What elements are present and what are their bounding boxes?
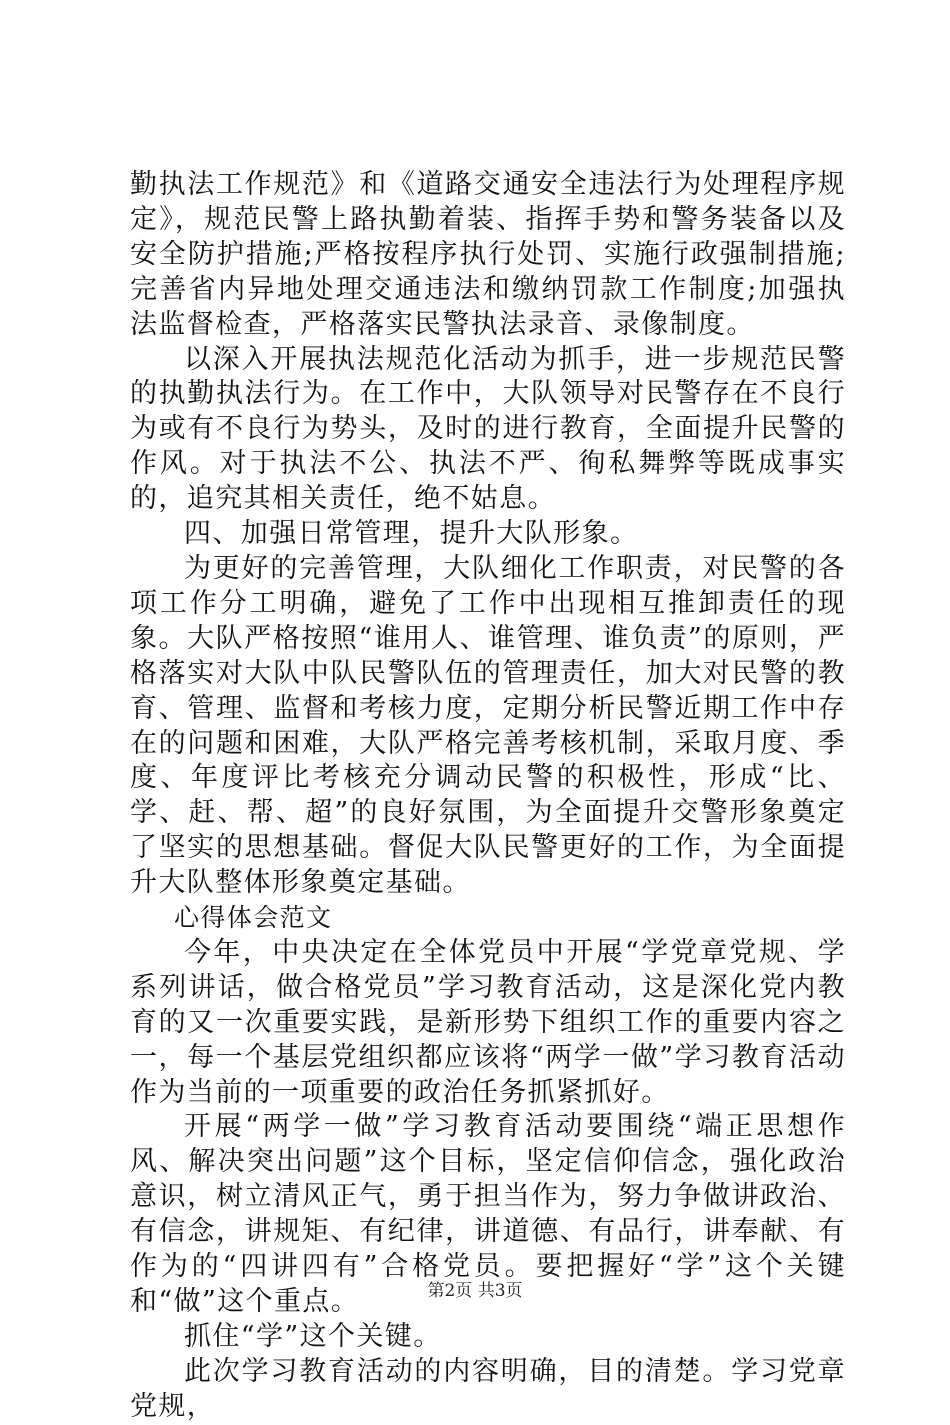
paragraph-continued: 勤执法工作规范》和《道路交通安全违法行为处理程序规定》，规范民警上路执勤着装、指挥手势和警务装备以及安全防护措施;严格按程序执行处罚、实施行政强制措施;完善省内异地处理交通违法和缴纳罚款工作制度;加强执法监督检查，严格落实民警执法录音、录像制度。 — [130, 169, 846, 340]
paragraph: 今年，中央决定在全体党员中开展“学党章党规、学系列讲话，做合格党员”学习教育活动，这是深化党内教育的又一次重要实践，是新形势下组织工作的重要内容之一，每一个基层党组织都应该将“两学一做”学习教育活动作为当前的一项重要的政治任务抓紧抓好。 — [130, 936, 846, 1108]
paragraph: 此次学习教育活动的内容明确，目的清楚。学习党章党规， — [130, 1355, 846, 1422]
page-number-footer: 第2页 共3页 — [427, 1281, 523, 1301]
section-heading: 心得体会范文 — [174, 903, 333, 933]
paragraph: 开展“两学一做”学习教育活动要围绕“端正思想作风、解决突出问题”这个目标，坚定信仰信念，强化政治意识，树立清风正气，勇于担当作为，努力争做讲政治、有信念，讲规矩、有纪律，讲道德、有品行，讲奉献、有作为的“四讲四有”合格党员。要把握好“学”这个关键和“做”这个重点。 — [130, 1111, 846, 1317]
section-heading: 抓住“学”这个关键。 — [184, 1320, 442, 1352]
document-body — [130, 168, 846, 1425]
paragraph: 为更好的完善管理，大队细化工作职责，对民警的各项工作分工明确，避免了工作中出现相互推卸责任的现象。大队严格按照“谁用人、谁管理、谁负责”的原则，严格落实对大队中队民警队伍的管理责任，加大对民警的教育、管理、监督和考核力度，定期分析民警近期工作中存在的问题和困难，大队严格完善考核机制，采取月度、季度、年度评比考核充分调动民警的积极性，形成“比、学、赶、帮、超”的良好氛围，为全面提升交警形象奠定了坚实的思想基础。督促大队民警更好的工作，为全面提升大队整体形象奠定基础。 — [130, 552, 846, 899]
section-heading: 四、加强日常管理，提升大队形象。 — [184, 518, 639, 550]
paragraph: 以深入开展执法规范化活动为抓手，进一步规范民警的执勤执法行为。在工作中，大队领导对民警存在不良行为或有不良行为势头，及时的进行教育，全面提升民警的作风。对于执法不公、执法不严、徇私舞弊等既成事实的，追究其相关责任，绝不姑息。 — [130, 343, 846, 515]
